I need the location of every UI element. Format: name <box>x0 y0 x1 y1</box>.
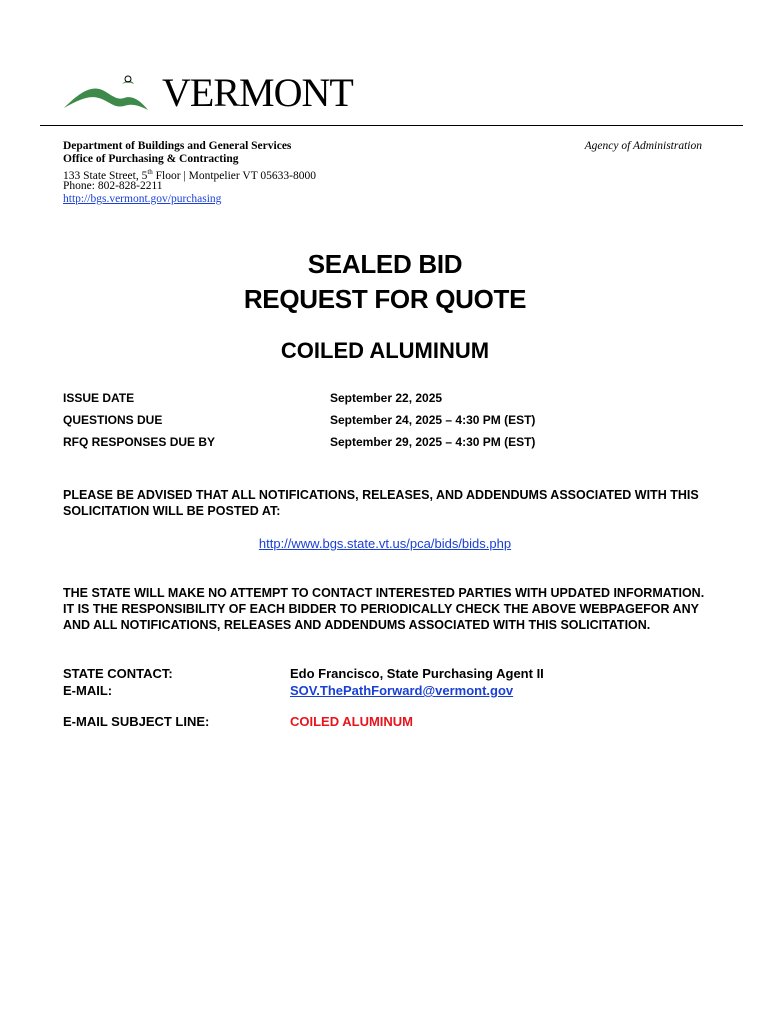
issue-date-label: ISSUE DATE <box>63 391 135 405</box>
title-sealed-bid: SEALED BID <box>307 249 463 279</box>
responses-due-value: September 29, 2025 – 4:30 PM (EST) <box>330 435 536 449</box>
bids-page-link[interactable]: http://www.bgs.state.vt.us/pca/bids/bids.php <box>258 536 512 551</box>
title-request-for-quote: REQUEST FOR QUOTE <box>243 284 527 314</box>
office-name: Office of Purchasing & Contracting <box>63 153 239 165</box>
vermont-logo-icon <box>62 70 162 116</box>
office-phone: Phone: 802-828-2211 <box>63 180 163 192</box>
email-label: E-MAIL: <box>63 683 113 698</box>
office-address: 133 State Street, 5th Floor | Montpelier VT 05633-8000 <box>63 168 316 182</box>
posting-advisory: PLEASE BE ADVISED THAT ALL NOTIFICATIONS, RELEASES, AND ADDENDUMS ASSOCIATED WITH THIS SOLICITATION WILL BE POSTED AT: <box>63 488 699 518</box>
header-divider <box>40 125 743 126</box>
state-contact-value: Edo Francisco, State Purchasing Agent II <box>290 666 544 681</box>
questions-due-label: QUESTIONS DUE <box>63 413 163 427</box>
responses-due-label: RFQ RESPONSES DUE BY <box>63 435 216 449</box>
title-subject: COILED ALUMINUM <box>280 338 490 363</box>
bidder-responsibility-notice: THE STATE WILL MAKE NO ATTEMPT TO CONTACT INTERESTED PARTIES WITH UPDATED INFORMATION. IT IS THE RESPONSIBILITY OF EACH BIDDER TO PERIODICALLY CHECK THE ABOVE WEBPAGEFOR ANY AND ALL NOTIFICATIONS, RELEASES AND ADDENDUMS ASSOCIATED WITH THIS SOLICITATION. <box>63 586 705 632</box>
email-subject-value: COILED ALUMINUM <box>290 714 414 729</box>
state-contact-label: STATE CONTACT: <box>63 666 173 681</box>
purchasing-website-link[interactable]: http://bgs.vermont.gov/purchasing <box>63 193 222 205</box>
logo-wordmark: VERMONT <box>162 70 353 115</box>
email-subject-label: E-MAIL SUBJECT LINE: <box>63 714 210 729</box>
department-name: Department of Buildings and General Services <box>63 140 292 152</box>
agency-name: Agency of Administration <box>584 140 702 152</box>
contact-email-link[interactable]: SOV.ThePathForward@vermont.gov <box>290 683 514 698</box>
issue-date-value: September 22, 2025 <box>330 391 443 405</box>
questions-due-value: September 24, 2025 – 4:30 PM (EST) <box>330 413 536 427</box>
